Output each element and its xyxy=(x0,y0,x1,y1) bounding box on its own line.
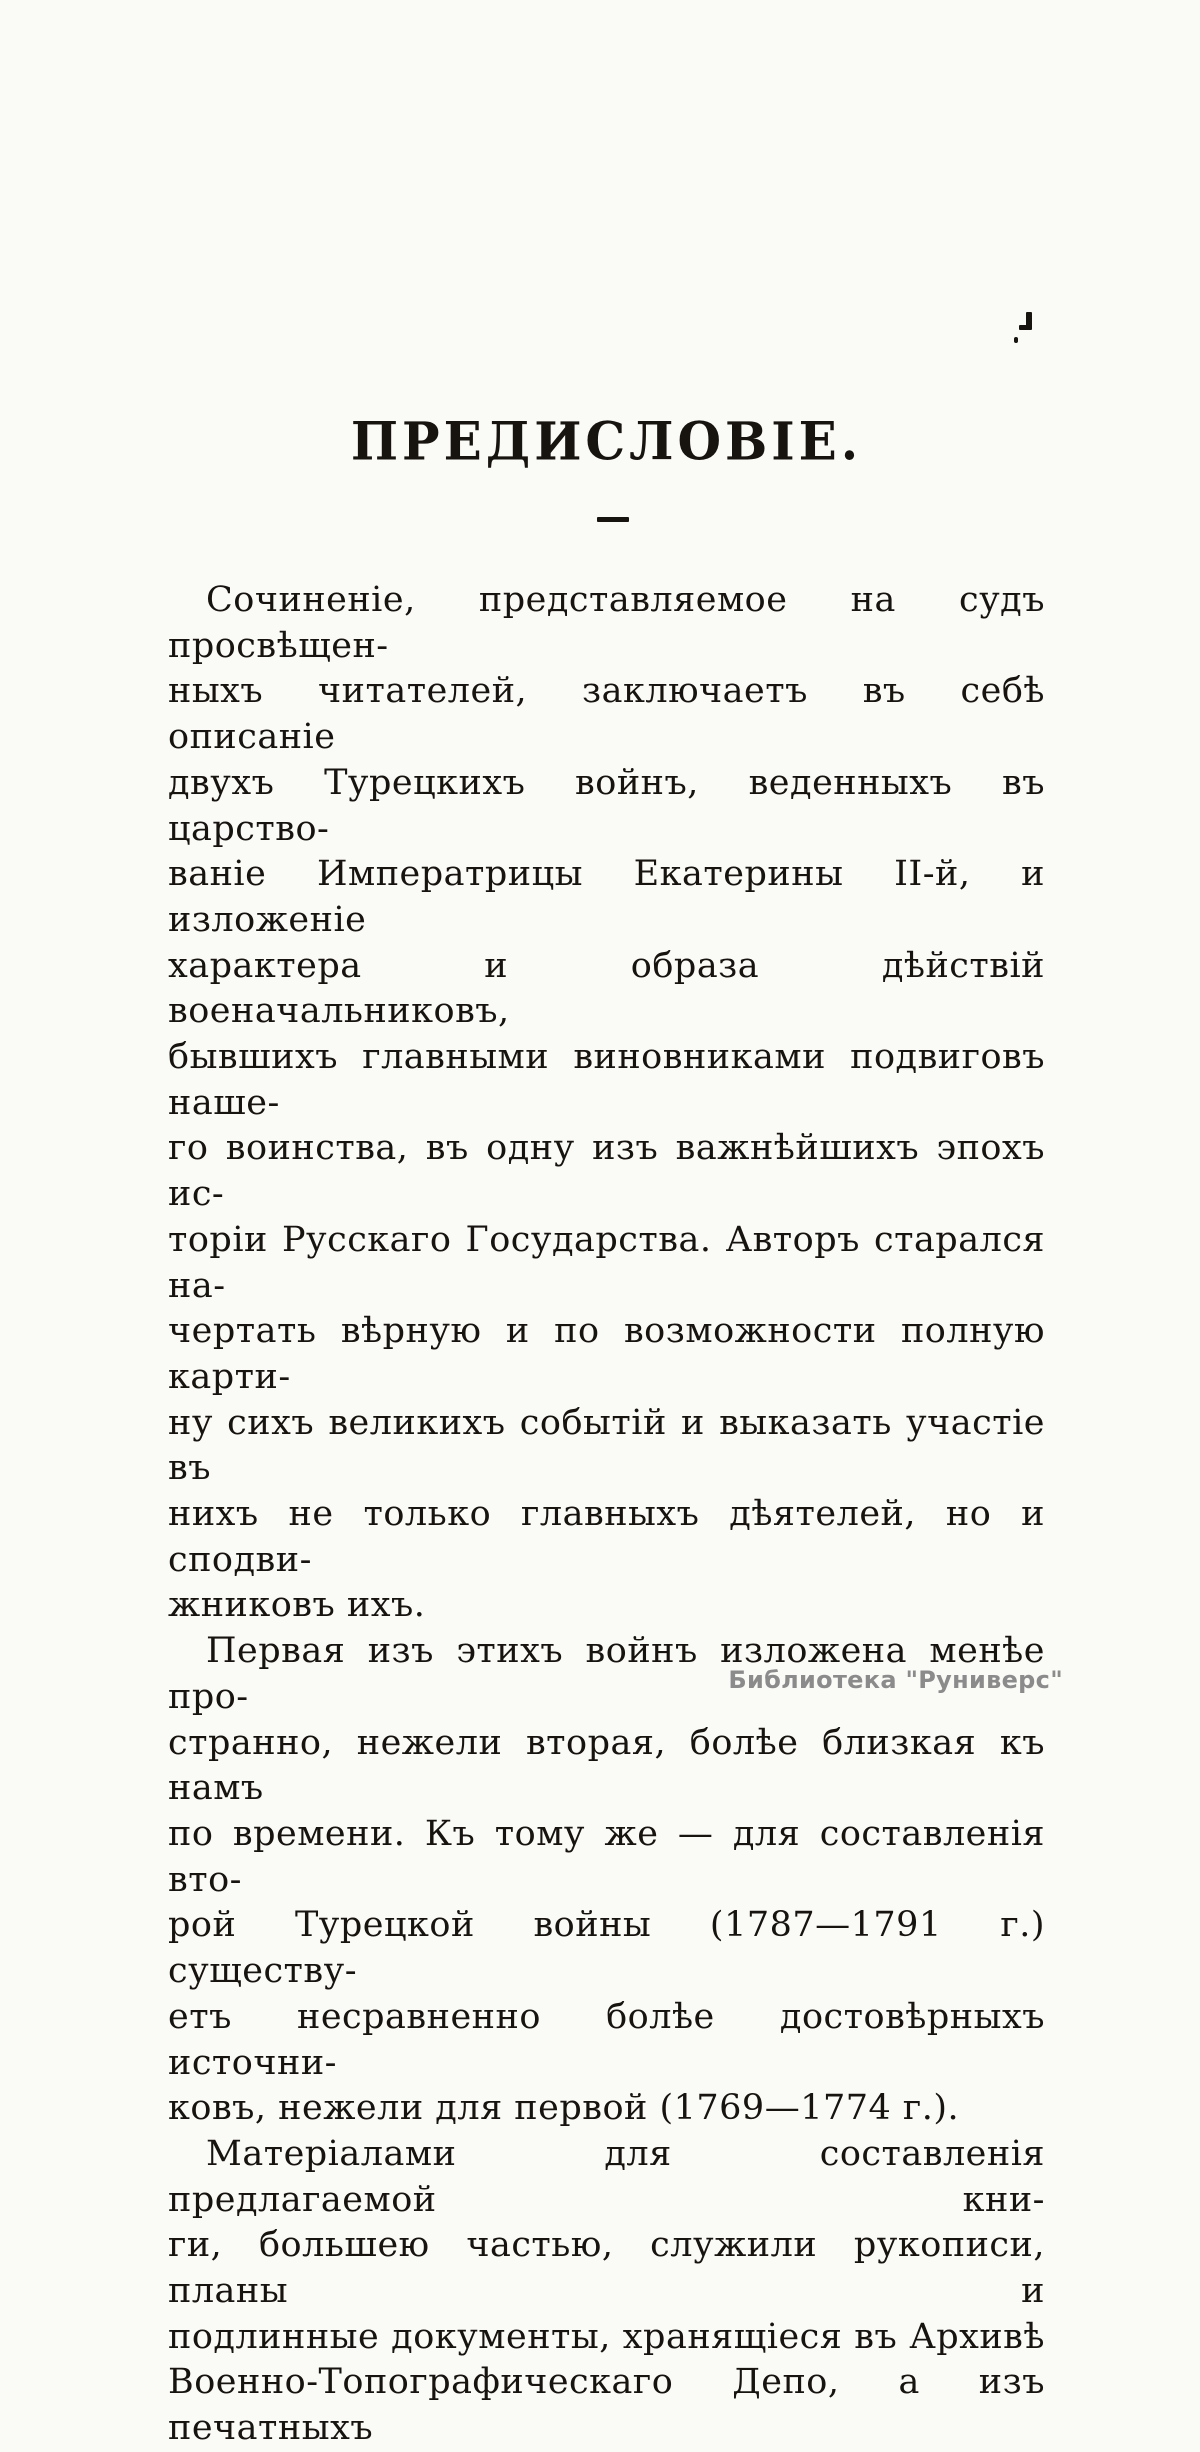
text-line: рой Турецкой войны (1787—1791 г.) существу- xyxy=(168,1905,1045,1992)
text-line: бывшихъ главными виновниками подвиговъ наше- xyxy=(168,1037,1045,1123)
text-line: Первая изъ этихъ войнъ изложена менѣе про- xyxy=(168,1631,1045,1717)
text-line: ковъ, нежели для первой (1769—1774 г.). xyxy=(168,2088,960,2129)
watermark: Библиотека "Руниверс" xyxy=(728,1666,1063,1694)
text-line: странно, нежели вторая, болѣе близкая къ намъ xyxy=(168,1722,1045,1809)
text-line: Матеріалами для составленія предлагаемой кни- xyxy=(168,2133,1045,2220)
text-line: характера и образа дѣйствій военачальниковъ, xyxy=(168,945,1045,1032)
ink-mark xyxy=(1019,325,1032,330)
text-line: подлинные документы, хранящіеся въ Архивѣ xyxy=(168,2316,1045,2357)
page-title: ПРЕДИСЛОВІЕ. xyxy=(350,410,863,473)
text-line: жниковъ ихъ. xyxy=(168,1585,426,1626)
text-line: ги, большею частью, служили рукописи, планы и xyxy=(168,2225,1045,2312)
text-line: Военно-Топографическаго Депо, а изъ печатныхъ xyxy=(168,2362,1045,2449)
text-line: по времени. Къ тому же — для составленія вто- xyxy=(168,1813,1045,1900)
text-line: етъ несравненно болѣе достовѣрныхъ источни- xyxy=(168,1996,1045,2083)
text-line: го воинства, въ одну изъ важнѣйшихъ эпохъ ис- xyxy=(168,1128,1045,1215)
text-line: ныхъ читателей, заключаетъ въ себѣ описаніе xyxy=(168,671,1045,758)
text-line: Сочиненіе, представляемое на судъ просвѣщен- xyxy=(168,580,1045,666)
text-line: чертать вѣрную и по возможности полную карти- xyxy=(168,1311,1045,1397)
text-line: двухъ Турецкихъ войнъ, веденныхъ въ царство- xyxy=(168,762,1045,849)
text-line: торіи Русскаго Государства. Авторъ старался на- xyxy=(168,1219,1045,1306)
ink-mark-dot xyxy=(1014,337,1018,343)
text-line: ну сихъ великихъ событій и выказать участіе въ xyxy=(168,1402,1045,1489)
text-line: ваніе Императрицы Екатерины ІІ-й, и изложеніе xyxy=(168,854,1045,940)
title-divider-rule xyxy=(597,517,629,522)
text-block xyxy=(168,578,1045,2452)
text-line: нихъ не только главныхъ дѣятелей, но и сподви- xyxy=(168,1494,1045,1580)
